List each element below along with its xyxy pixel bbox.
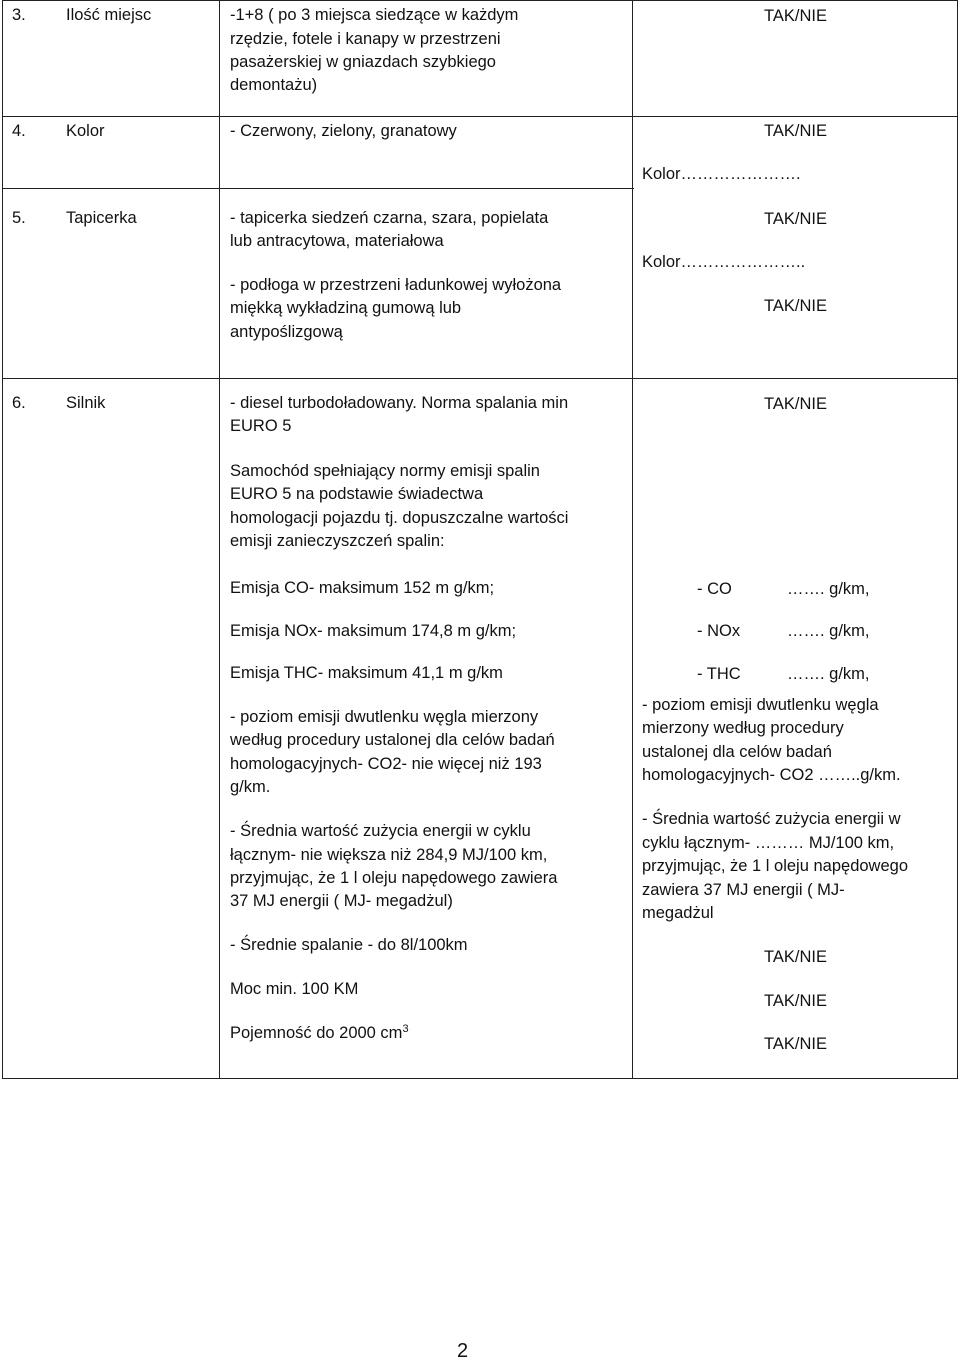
row-6-answer[interactable]: TAK/NIE: [764, 395, 827, 413]
row-3-name: Ilość miejsc: [66, 6, 152, 24]
row-6-co2-line-1: - poziom emisji dwutlenku węgla mierzony: [230, 708, 539, 726]
row-6-answer-energy-line-4: zawiera 37 MJ energii ( MJ-: [642, 881, 845, 899]
row-5-desc1-line-2: lub antracytowa, materiałowa: [230, 232, 444, 250]
row-6-answer-co-label: - CO: [697, 580, 732, 598]
row-6-name: Silnik: [66, 394, 106, 412]
table-border-right: [957, 0, 958, 1079]
row-6-answer-energy-line-1: - Średnia wartość zużycia energii w: [642, 810, 901, 828]
row-5-color-field[interactable]: Kolor…………………..: [642, 253, 806, 271]
row-6-capacity-superscript: 3: [402, 1023, 409, 1035]
row-6-answer-thc-field[interactable]: ……. g/km,: [787, 665, 870, 683]
row-5-answer-2[interactable]: TAK/NIE: [764, 297, 827, 315]
row-4-desc: - Czerwony, zielony, granatowy: [230, 122, 457, 140]
row-5-name: Tapicerka: [66, 209, 137, 227]
row-6-answer-nox-field[interactable]: ……. g/km,: [787, 622, 870, 640]
row-6-answer-fuel[interactable]: TAK/NIE: [764, 948, 827, 966]
table-border-bottom: [2, 1078, 958, 1079]
row-6-answer-power[interactable]: TAK/NIE: [764, 992, 827, 1010]
row-5-number: 5.: [12, 209, 26, 227]
row-6-answer-co-field[interactable]: ……. g/km,: [787, 580, 870, 598]
row-3-desc-line-3: pasażerskiej w gniazdach szybkiego: [230, 53, 496, 71]
row-6-co2-line-2: według procedury ustalonej dla celów badań: [230, 731, 555, 749]
row-6-answer-thc-label: - THC: [697, 665, 741, 683]
column-divider-1: [219, 0, 220, 1079]
row-6-desc-b-line-3: homologacji pojazdu tj. dopuszczalne wartości: [230, 509, 569, 527]
row-5-desc2-line-1: - podłoga w przestrzeni ładunkowej wyłożona: [230, 276, 562, 294]
table-border-left: [2, 0, 3, 1079]
row-4-name: Kolor: [66, 122, 105, 140]
row-3-desc-line-1: -1+8 ( po 3 miejsca siedzące w każdym: [230, 6, 519, 24]
row-divider-4-5: [2, 188, 634, 189]
row-4-color-field[interactable]: Kolor………………….: [642, 165, 801, 183]
row-6-co-limit: Emisja CO- maksimum 152 m g/km;: [230, 579, 495, 597]
row-6-answer-co2-line-2: mierzony według procedury: [642, 719, 844, 737]
row-6-energy-line-2: łącznym- nie większa niż 284,9 MJ/100 km,: [230, 846, 548, 864]
row-3-answer[interactable]: TAK/NIE: [764, 7, 827, 25]
row-6-answer-capacity[interactable]: TAK/NIE: [764, 1035, 827, 1053]
row-6-desc-a-line-1: - diesel turbodoładowany. Norma spalania min: [230, 394, 569, 412]
row-6-fuel: - Średnie spalanie - do 8l/100km: [230, 936, 468, 954]
row-6-co2-line-3: homologacyjnych- CO2- nie więcej niż 193: [230, 755, 542, 773]
row-6-answer-energy-line-2[interactable]: cyklu łącznym- ……… MJ/100 km,: [642, 834, 895, 852]
row-6-desc-b-line-1: Samochód spełniający normy emisji spalin: [230, 462, 540, 480]
row-5-desc2-line-3: antypoślizgową: [230, 323, 343, 341]
row-3-number: 3.: [12, 6, 26, 24]
row-6-nox-limit: Emisja NOx- maksimum 174,8 m g/km;: [230, 622, 517, 640]
row-6-answer-energy-line-3: przyjmując, że 1 l oleju napędowego: [642, 857, 908, 875]
row-6-answer-energy-line-5: megadżul: [642, 904, 714, 922]
row-6-desc-b-line-4: emisji zanieczyszczeń spalin:: [230, 532, 445, 550]
row-6-power: Moc min. 100 KM: [230, 980, 359, 998]
row-6-answer-co2-line-4[interactable]: homologacyjnych- CO2 ……..g/km.: [642, 766, 901, 784]
row-6-capacity-text: Pojemność do 2000 cm: [230, 1024, 403, 1042]
row-divider-5-6: [2, 378, 958, 379]
row-6-energy-line-4: 37 MJ energii ( MJ- megadżul): [230, 892, 453, 910]
row-divider-3-4: [2, 116, 958, 117]
row-3-desc-line-2: rzędzie, fotele i kanapy w przestrzeni: [230, 30, 501, 48]
row-4-answer[interactable]: TAK/NIE: [764, 122, 827, 140]
page-number: 2: [457, 1340, 469, 1362]
row-4-number: 4.: [12, 122, 26, 140]
row-5-desc1-line-1: - tapicerka siedzeń czarna, szara, popielata: [230, 209, 549, 227]
row-3-desc-line-4: demontażu): [230, 76, 318, 94]
row-5-desc2-line-2: miękką wykładziną gumową lub: [230, 299, 462, 317]
row-6-number: 6.: [12, 394, 26, 412]
row-6-answer-co2-line-3: ustalonej dla celów badań: [642, 743, 832, 761]
row-6-energy-line-1: - Średnia wartość zużycia energii w cyklu: [230, 822, 531, 840]
row-5-answer-1[interactable]: TAK/NIE: [764, 210, 827, 228]
row-6-energy-line-3: przyjmując, że 1 l oleju napędowego zawiera: [230, 869, 558, 887]
row-6-answer-co2-line-1: - poziom emisji dwutlenku węgla: [642, 696, 879, 714]
row-6-answer-nox-label: - NOx: [697, 622, 741, 640]
row-6-desc-b-line-2: EURO 5 na podstawie świadectwa: [230, 485, 484, 503]
row-6-co2-line-4: g/km.: [230, 778, 271, 796]
row-6-desc-a-line-2: EURO 5: [230, 417, 292, 435]
row-6-capacity: [230, 1022, 409, 1046]
table-border-top: [2, 0, 958, 1]
column-divider-2: [632, 0, 633, 1079]
row-6-thc-limit: Emisja THC- maksimum 41,1 m g/km: [230, 664, 503, 682]
